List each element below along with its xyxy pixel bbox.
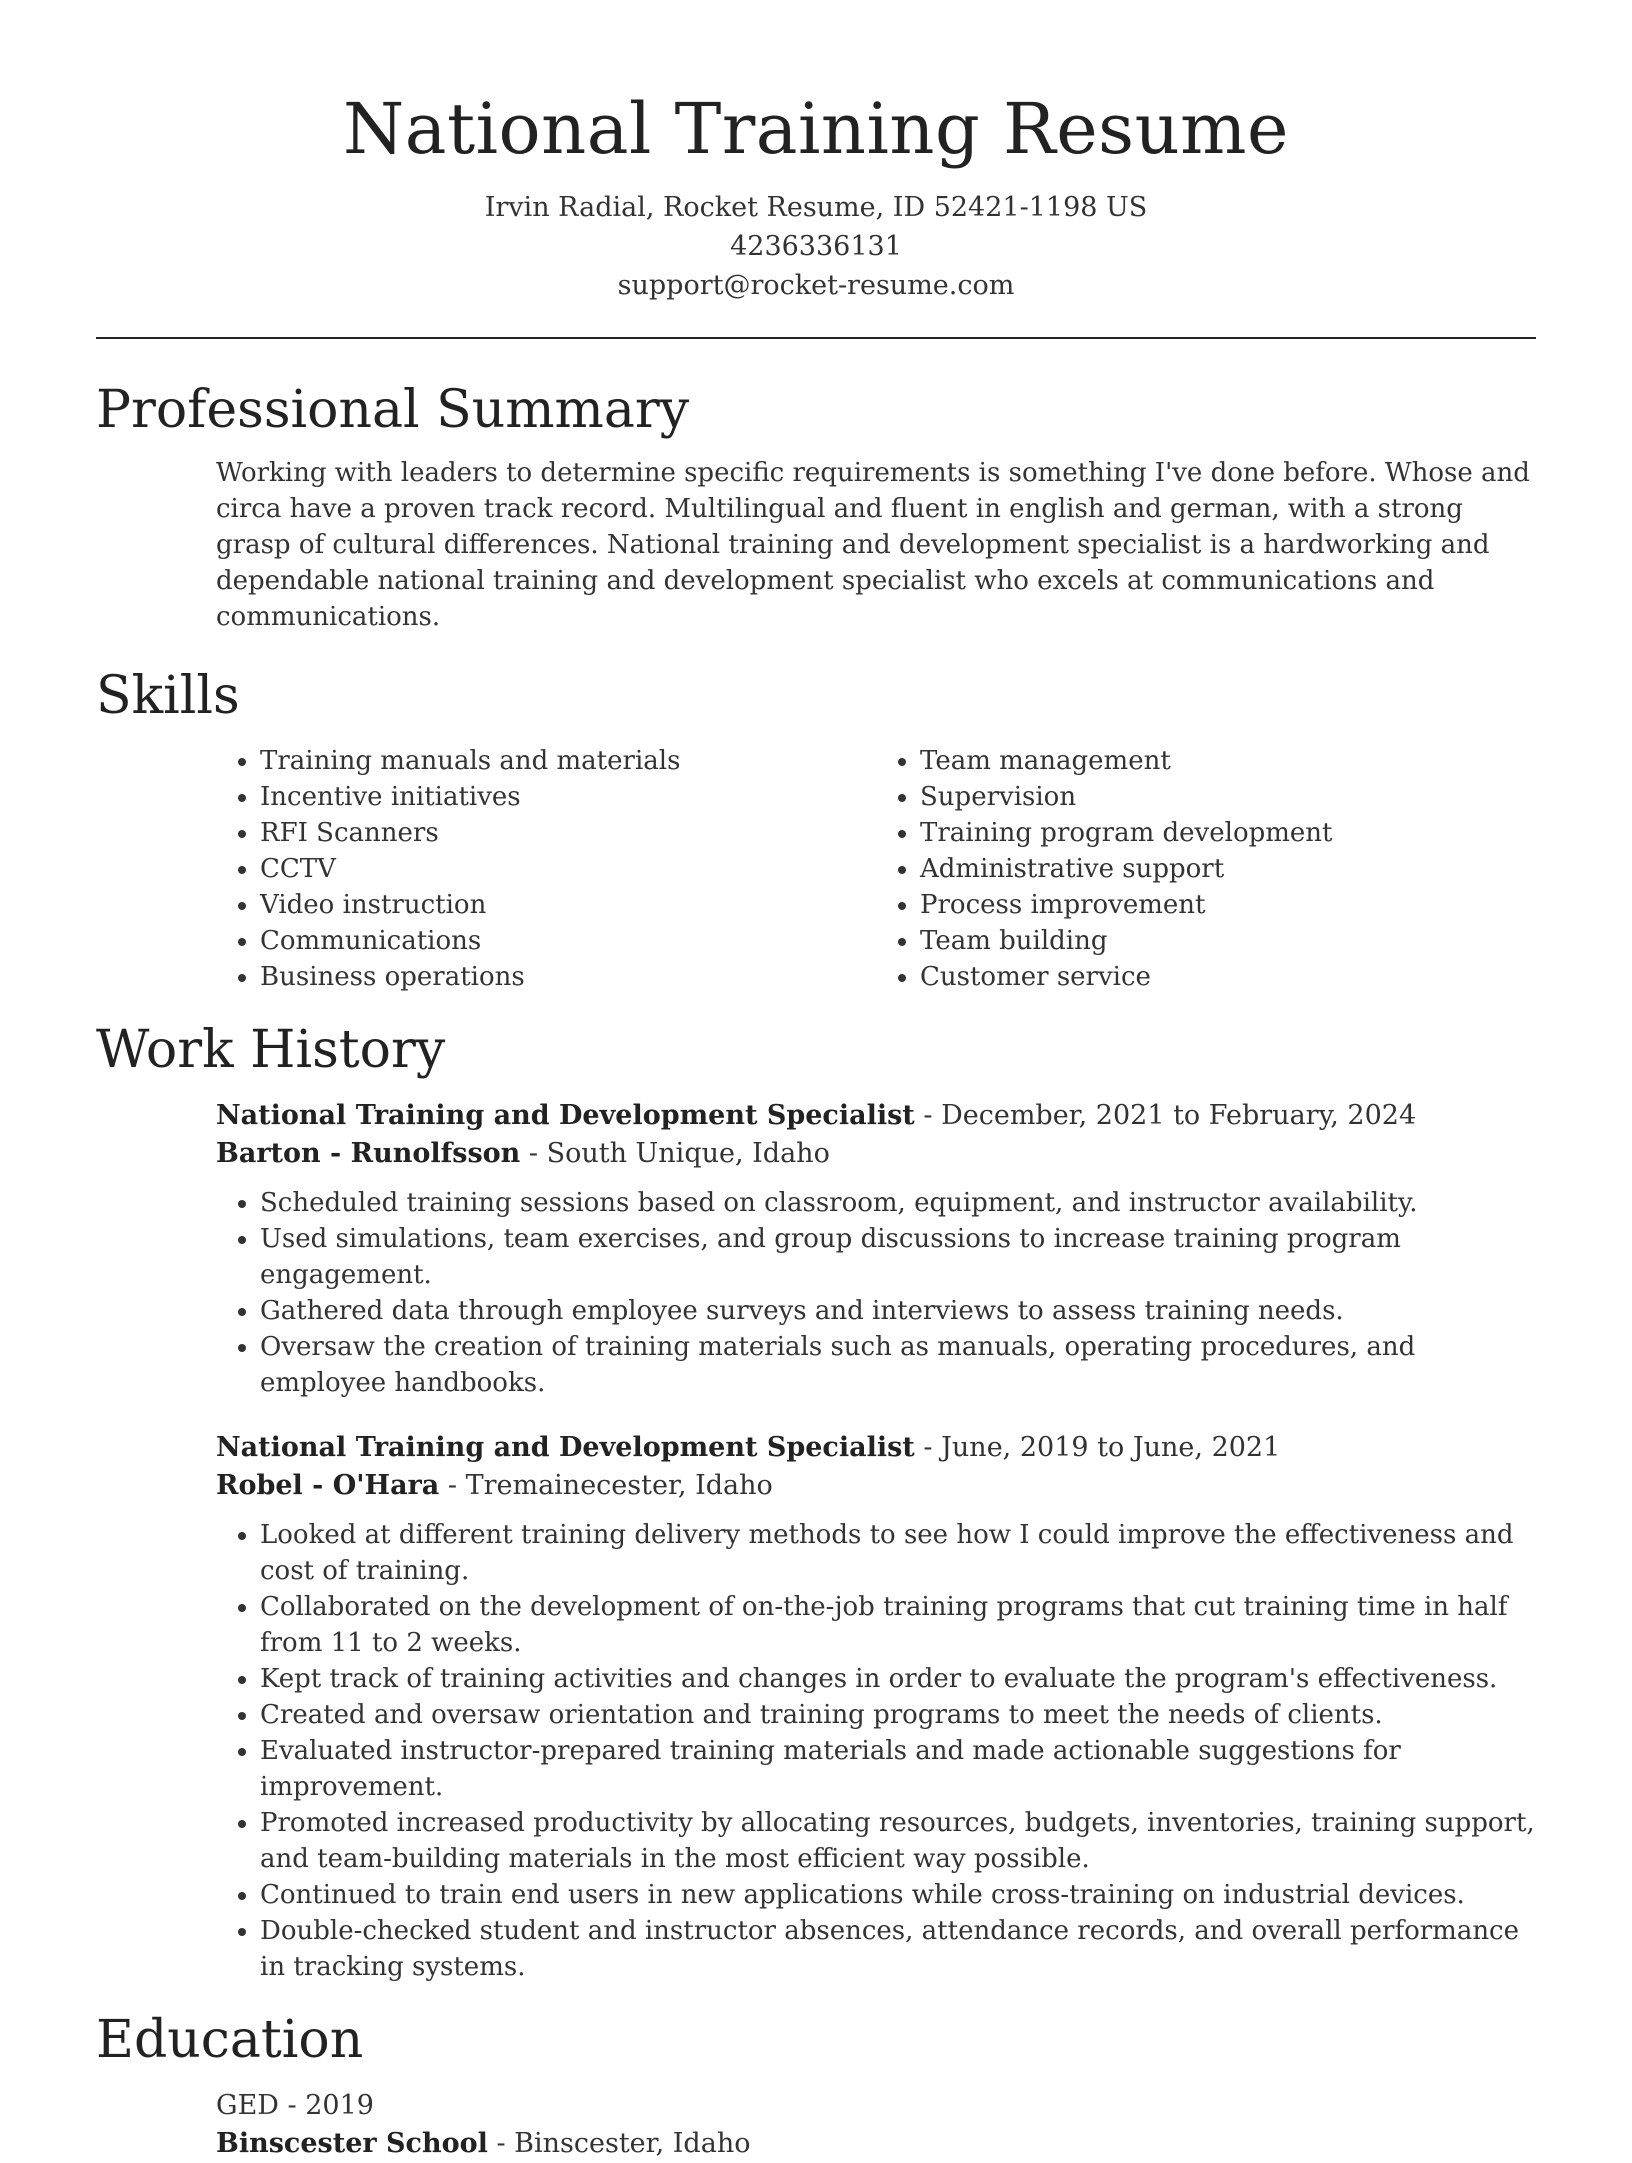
job-location: Tremainecester, Idaho: [465, 1470, 773, 1501]
skill-item: • Team management: [920, 743, 1536, 779]
education-year: 2019: [305, 2090, 374, 2121]
skill-item: • Supervision: [920, 779, 1536, 815]
job-company: Barton - Runolfsson: [216, 1138, 521, 1169]
contact-block: [96, 188, 1536, 305]
job-dates: June, 2019 to June, 2021: [941, 1432, 1281, 1463]
job-title: National Training and Development Specialist: [216, 1432, 915, 1463]
job-dates: December, 2021 to February, 2024: [941, 1100, 1417, 1131]
header-divider: [96, 337, 1536, 339]
education-entry: [216, 2087, 1536, 2163]
job-bullet: • Scheduled training sessions based on classroom, equipment, and instructor availability.: [260, 1185, 1536, 1221]
skill-item: • RFI Scanners: [260, 815, 876, 851]
skill-item: • Team building: [920, 923, 1536, 959]
skills-column-right: [876, 743, 1536, 995]
skills-column-left: [216, 743, 876, 995]
job-bullets: [216, 1185, 1536, 1401]
job-bullet: • Looked at different training delivery methods to see how I could improve the effectiveness and cost of training.: [260, 1517, 1536, 1589]
job-bullet: • Collaborated on the development of on-the-job training programs that cut training time in half from 11 to 2 weeks.: [260, 1589, 1536, 1661]
education-school: Binscester School: [216, 2128, 488, 2159]
job-title-line: National Training and Development Specialist - December, 2021 to February, 2024: [216, 1100, 1417, 1131]
job-bullet: • Created and oversaw orientation and training programs to meet the needs of clients.: [260, 1697, 1536, 1733]
skills-heading: Skills: [96, 666, 240, 726]
summary-text: Working with leaders to determine specific requirements is something I've done before. Whose and circa have a proven track record. Multilingual and fluent in english and german, with a strong grasp of cultural differences. National training and development specialist is a hardworking and dependable national training and development specialist who excels at communications and communications.: [216, 458, 1530, 632]
job-bullet: • Evaluated instructor-prepared training materials and made actionable suggestions for improvement.: [260, 1733, 1536, 1805]
skill-item: • Process improvement: [920, 887, 1536, 923]
job-entry: [216, 1429, 1536, 1505]
education-location: Binscester, Idaho: [514, 2128, 751, 2159]
skill-item: • Training program development: [920, 815, 1536, 851]
job-location: South Unique, Idaho: [546, 1138, 830, 1169]
skill-item: • Incentive initiatives: [260, 779, 876, 815]
skill-item: • Administrative support: [920, 851, 1536, 887]
job-bullet: • Used simulations, team exercises, and group discussions to increase training program engagement.: [260, 1221, 1536, 1293]
skill-item: • Video instruction: [260, 887, 876, 923]
summary-heading: Professional Summary: [96, 380, 690, 440]
education-school-line: Binscester School - Binscester, Idaho: [216, 2128, 751, 2159]
skill-item: • Customer service: [920, 959, 1536, 995]
work-heading: Work History: [96, 1020, 446, 1080]
work-section: [96, 1017, 1536, 1985]
job-bullet: • Kept track of training activities and changes in order to evaluate the program's effectiveness.: [260, 1661, 1536, 1697]
resume-header: [96, 0, 1536, 305]
job-bullet: • Double-checked student and instructor absences, attendance records, and overall performance in tracking systems.: [260, 1913, 1536, 1985]
resume-page: [96, 0, 1536, 2163]
job-company-line: Robel - O'Hara - Tremainecester, Idaho: [216, 1470, 773, 1501]
education-degree: GED: [216, 2090, 279, 2121]
summary-body: [216, 455, 1536, 635]
skill-item: • Communications: [260, 923, 876, 959]
resume-title: National Training Resume: [343, 88, 1289, 170]
job-bullet: • Continued to train end users in new applications while cross-training on industrial devices.: [260, 1877, 1536, 1913]
job-entry: [216, 1097, 1536, 1173]
skills-body: [216, 743, 1536, 995]
skill-item: • Business operations: [260, 959, 876, 995]
job-bullet: • Promoted increased productivity by allocating resources, budgets, inventories, training support, and team-building materials in the most efficient way possible.: [260, 1805, 1536, 1877]
job-title-line: National Training and Development Specialist - June, 2019 to June, 2021: [216, 1432, 1281, 1463]
skills-section: [96, 663, 1536, 995]
job-title: National Training and Development Specialist: [216, 1100, 915, 1131]
contact-phone: 4236336131: [730, 231, 902, 262]
education-section: [96, 2007, 1536, 2163]
education-heading: Education: [96, 2010, 364, 2070]
job-company-line: Barton - Runolfsson - South Unique, Idaho: [216, 1138, 830, 1169]
summary-section: [96, 377, 1536, 635]
job-bullet: • Gathered data through employee surveys and interviews to assess training needs.: [260, 1293, 1536, 1329]
skills-grid: [216, 743, 1536, 995]
job-bullet: • Oversaw the creation of training materials such as manuals, operating procedures, and employee handbooks.: [260, 1329, 1536, 1401]
skill-item: • Training manuals and materials: [260, 743, 876, 779]
contact-address: Irvin Radial, Rocket Resume, ID 52421-1198 US: [484, 192, 1148, 223]
job-company: Robel - O'Hara: [216, 1470, 440, 1501]
job-bullets: [216, 1517, 1536, 1985]
education-degree-line: GED - 2019: [216, 2090, 374, 2121]
contact-email: support@rocket-resume.com: [617, 270, 1015, 301]
skill-item: • CCTV: [260, 851, 876, 887]
